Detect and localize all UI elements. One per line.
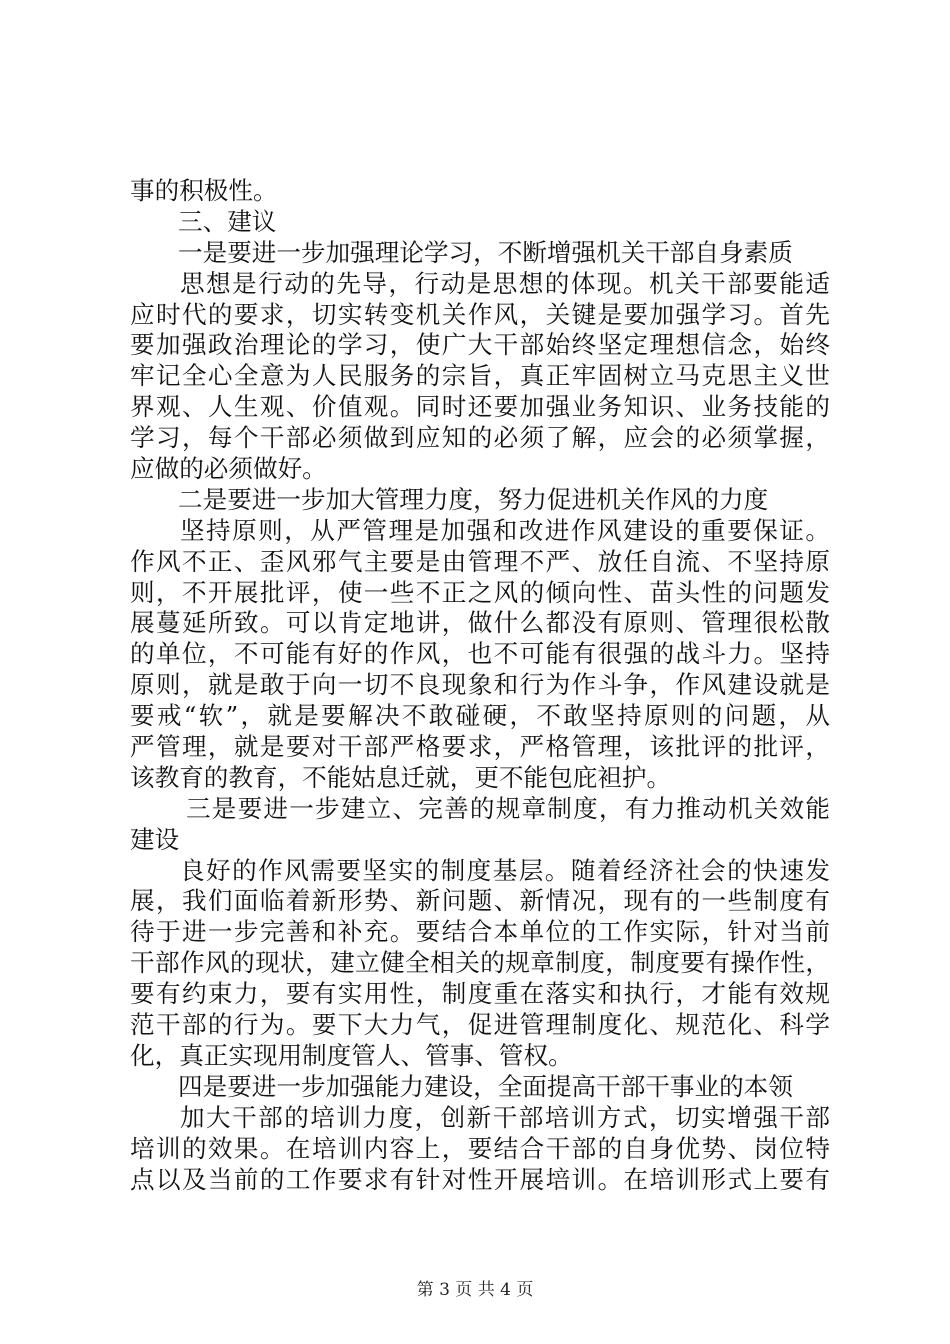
body-text-line: 学习，每个干部必须做到应知的必须了解，应会的必须掌握， — [130, 423, 830, 453]
body-text-line: 原则，就是敢于向一切不良现象和行为作斗争，作风建设就是 — [130, 670, 830, 700]
body-text-line: 的单位，不可能有好的作风，也不可能有很强的战斗力。坚持 — [130, 639, 830, 669]
paragraph-first-line: 加大干部的培训力度，创新干部培训方式，切实增强干部 — [180, 1102, 830, 1132]
subsection-heading: 四是要进一步加强能力建设，全面提高干部干事业的本领 — [178, 1071, 793, 1101]
body-text-line: 展，我们面临着新形势、新问题、新情况，现有的一些制度有 — [130, 886, 830, 916]
body-text-line: 展蔓延所致。可以肯定地讲，做什么都没有原则、管理很松散 — [130, 608, 830, 638]
body-text-line: 该教育的教育，不能姑息迁就，更不能包庇袒护。 — [130, 762, 672, 792]
section-heading: 三、建议 — [178, 206, 277, 236]
body-text-line: 则，不开展批评，使一些不正之风的倾向性、苗头性的问题发 — [130, 577, 830, 607]
body-text-line: 范干部的行为。要下大力气，促进管理制度化、规范化、科学 — [130, 1010, 830, 1040]
body-text-line: 界观、人生观、价值观。同时还要加强业务知识、业务技能的 — [130, 392, 830, 422]
paragraph-first-line: 坚持原则，从严管理是加强和改进作风建设的重要保证。 — [180, 515, 830, 545]
body-text-line: 严管理，就是要对干部严格要求，严格管理，该批评的批评， — [130, 732, 830, 762]
body-text-line: 待于进一步完善和补充。要结合本单位的工作实际，针对当前 — [130, 917, 830, 947]
body-text-line: 干部作风的现状，建立健全相关的规章制度，制度要有操作性， — [130, 948, 830, 978]
body-text-line: 应做的必须做好。 — [130, 454, 327, 484]
document-body — [130, 176, 830, 1195]
subsection-heading-continued: 建设 — [130, 824, 180, 854]
body-text-line: 化，真正实现用制度管人、管事、管权。 — [130, 1040, 573, 1070]
body-text-line: 要有约束力，要有实用性，制度重在落实和执行，才能有效规 — [130, 979, 830, 1009]
body-text-line: 要戒“软”，就是要解决不敢碰硬，不敢坚持原则的问题，从 — [130, 701, 830, 731]
paragraph-first-line: 思想是行动的先导，行动是思想的体现。机关干部要能适 — [180, 268, 830, 298]
body-text-line: 作风不正、歪风邪气主要是由管理不严、放任自流、不坚持原 — [130, 546, 830, 576]
subsection-heading: 三是要进一步建立、完善的规章制度，有力推动机关效能 — [186, 793, 830, 823]
body-text-line: 要加强政治理论的学习，使广大干部始终坚定理想信念，始终 — [130, 330, 830, 360]
subsection-heading: 一是要进一步加强理论学习，不断增强机关干部自身素质 — [178, 237, 793, 267]
subsection-heading: 二是要进一步加大管理力度，努力促进机关作风的力度 — [178, 484, 769, 514]
body-text-line: 点以及当前的工作要求有针对性开展培训。在培训形式上要有 — [130, 1164, 830, 1194]
body-text-line: 事的积极性。 — [130, 176, 278, 205]
paragraph-first-line: 良好的作风需要坚实的制度基层。随着经济社会的快速发 — [180, 855, 830, 885]
body-text-line: 牢记全心全意为人民服务的宗旨，真正牢固树立马克思主义世 — [130, 361, 830, 391]
body-text-line: 培训的效果。在培训内容上，要结合干部的自身优势、岗位特 — [130, 1133, 830, 1163]
page-footer: 第 3 页 共 4 页 — [416, 1280, 534, 1300]
body-text-line: 应时代的要求，切实转变机关作风，关键是要加强学习。首先 — [130, 299, 830, 329]
